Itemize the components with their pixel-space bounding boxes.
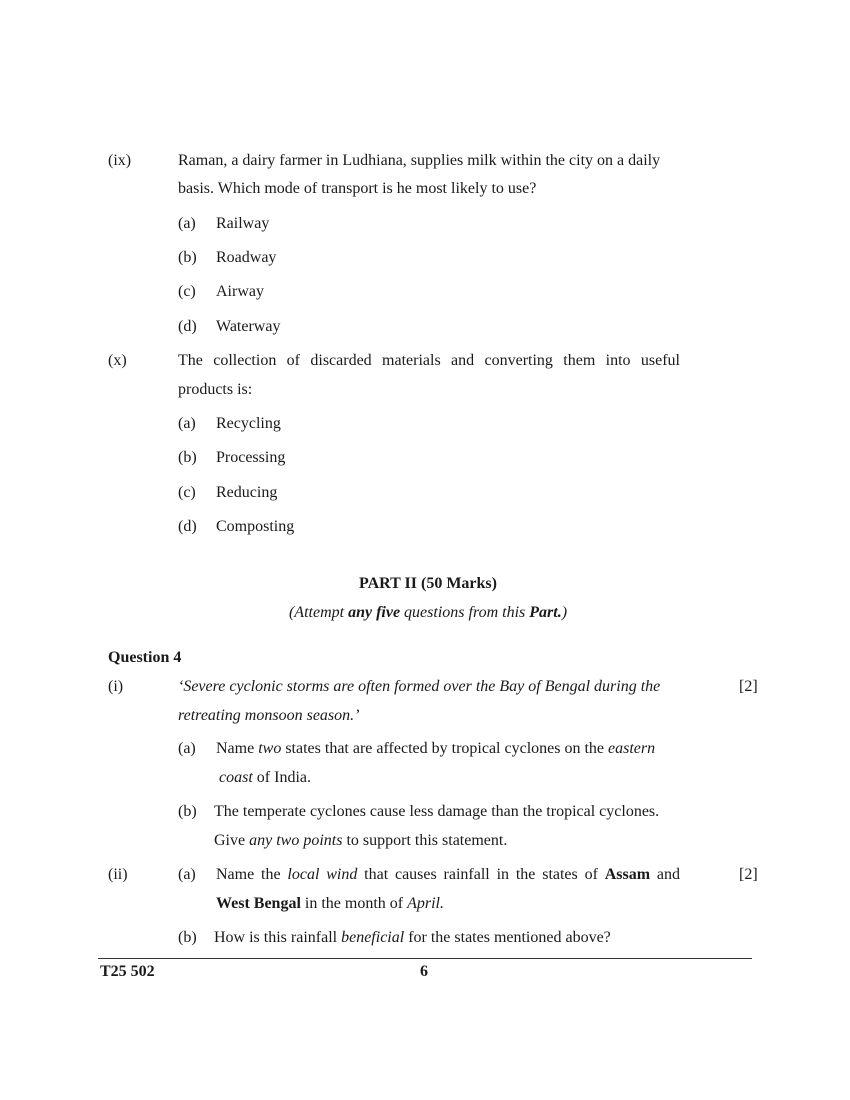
text-run-italic: April. xyxy=(407,895,444,912)
subquestion-number: (i) xyxy=(108,678,124,695)
text-run-italic: beneficial xyxy=(341,929,405,946)
question-number: (ix) xyxy=(108,152,132,169)
option-text: Composting xyxy=(216,518,295,535)
marks: [2] xyxy=(739,866,758,883)
instr-part: Part. xyxy=(529,604,562,621)
part-label: (a) xyxy=(178,866,196,883)
text-run: of India. xyxy=(252,769,311,786)
option-label: (c) xyxy=(178,484,196,501)
quote-line: retreating monsoon season.’ xyxy=(178,707,360,724)
question-text-line: Raman, a dairy farmer in Ludhiana, supplies milk within the city on a daily xyxy=(178,152,661,169)
part-text-line xyxy=(216,867,680,883)
part-text-line xyxy=(214,833,507,849)
question-text-line: The collection of discarded materials and converting them into useful xyxy=(178,352,680,369)
quote-line: ‘Severe cyclonic storms are often formed over the Bay of Bengal during the xyxy=(178,678,661,695)
option-text: Railway xyxy=(216,215,270,232)
text-run-bold: Assam xyxy=(604,866,651,883)
subquestion-number: (ii) xyxy=(108,866,128,883)
instr-mid: questions from this xyxy=(400,604,530,621)
text-run: for the states mentioned above? xyxy=(404,929,611,946)
part-title: PART II (50 Marks) xyxy=(359,575,497,592)
paper-code: T25 502 xyxy=(100,963,155,980)
text-run: states that are affected by tropical cyclones on the xyxy=(281,740,609,757)
part-label: (a) xyxy=(178,740,196,757)
text-run-bold: West Bengal xyxy=(216,895,301,912)
text-run-italic: local wind xyxy=(287,866,358,883)
text-run: that causes rainfall in the states of xyxy=(357,866,605,883)
option-label: (b) xyxy=(178,449,197,466)
text-run: Name xyxy=(216,740,259,757)
part-label: (b) xyxy=(178,929,197,946)
marks: [2] xyxy=(739,678,758,695)
page-number: 6 xyxy=(420,963,428,980)
text-run: in the month of xyxy=(300,895,408,912)
instr-close: ) xyxy=(561,604,568,621)
question-text-line: products is: xyxy=(178,381,253,398)
option-text: Processing xyxy=(216,449,286,466)
option-text: Reducing xyxy=(216,484,278,501)
text-run-italic: coast xyxy=(219,769,253,786)
text-run: Give xyxy=(214,832,250,849)
option-label: (a) xyxy=(178,215,196,232)
text-run: How is this rainfall xyxy=(214,929,342,946)
option-label: (b) xyxy=(178,249,197,266)
part-text-line: The temperate cyclones cause less damage than the tropical cyclones. xyxy=(214,803,660,820)
text-run-italic: any two points xyxy=(249,832,343,849)
part-instructions xyxy=(0,605,850,621)
part-text-line xyxy=(216,896,444,912)
question-text-line: basis. Which mode of transport is he most likely to use? xyxy=(178,180,537,197)
part-text-line xyxy=(214,930,611,946)
text-run: to support this statement. xyxy=(342,832,508,849)
option-label: (d) xyxy=(178,318,197,335)
text-run-italic: eastern xyxy=(608,740,656,757)
option-label: (a) xyxy=(178,415,196,432)
text-run-italic: two xyxy=(258,740,282,757)
option-text: Recycling xyxy=(216,415,281,432)
question-title: Question 4 xyxy=(108,649,182,666)
instr-open: (Attempt xyxy=(288,604,349,621)
option-label: (d) xyxy=(178,518,197,535)
text-run: Name the xyxy=(216,866,288,883)
instr-bold: any five xyxy=(348,604,401,621)
option-text: Waterway xyxy=(216,318,281,335)
part-text-line xyxy=(219,770,311,786)
question-number: (x) xyxy=(108,352,127,369)
footer-divider xyxy=(98,958,752,959)
text-run: and xyxy=(650,866,681,883)
option-text: Roadway xyxy=(216,249,277,266)
part-text-line xyxy=(216,741,655,757)
option-text: Airway xyxy=(216,283,264,300)
part-label: (b) xyxy=(178,803,197,820)
option-label: (c) xyxy=(178,283,196,300)
